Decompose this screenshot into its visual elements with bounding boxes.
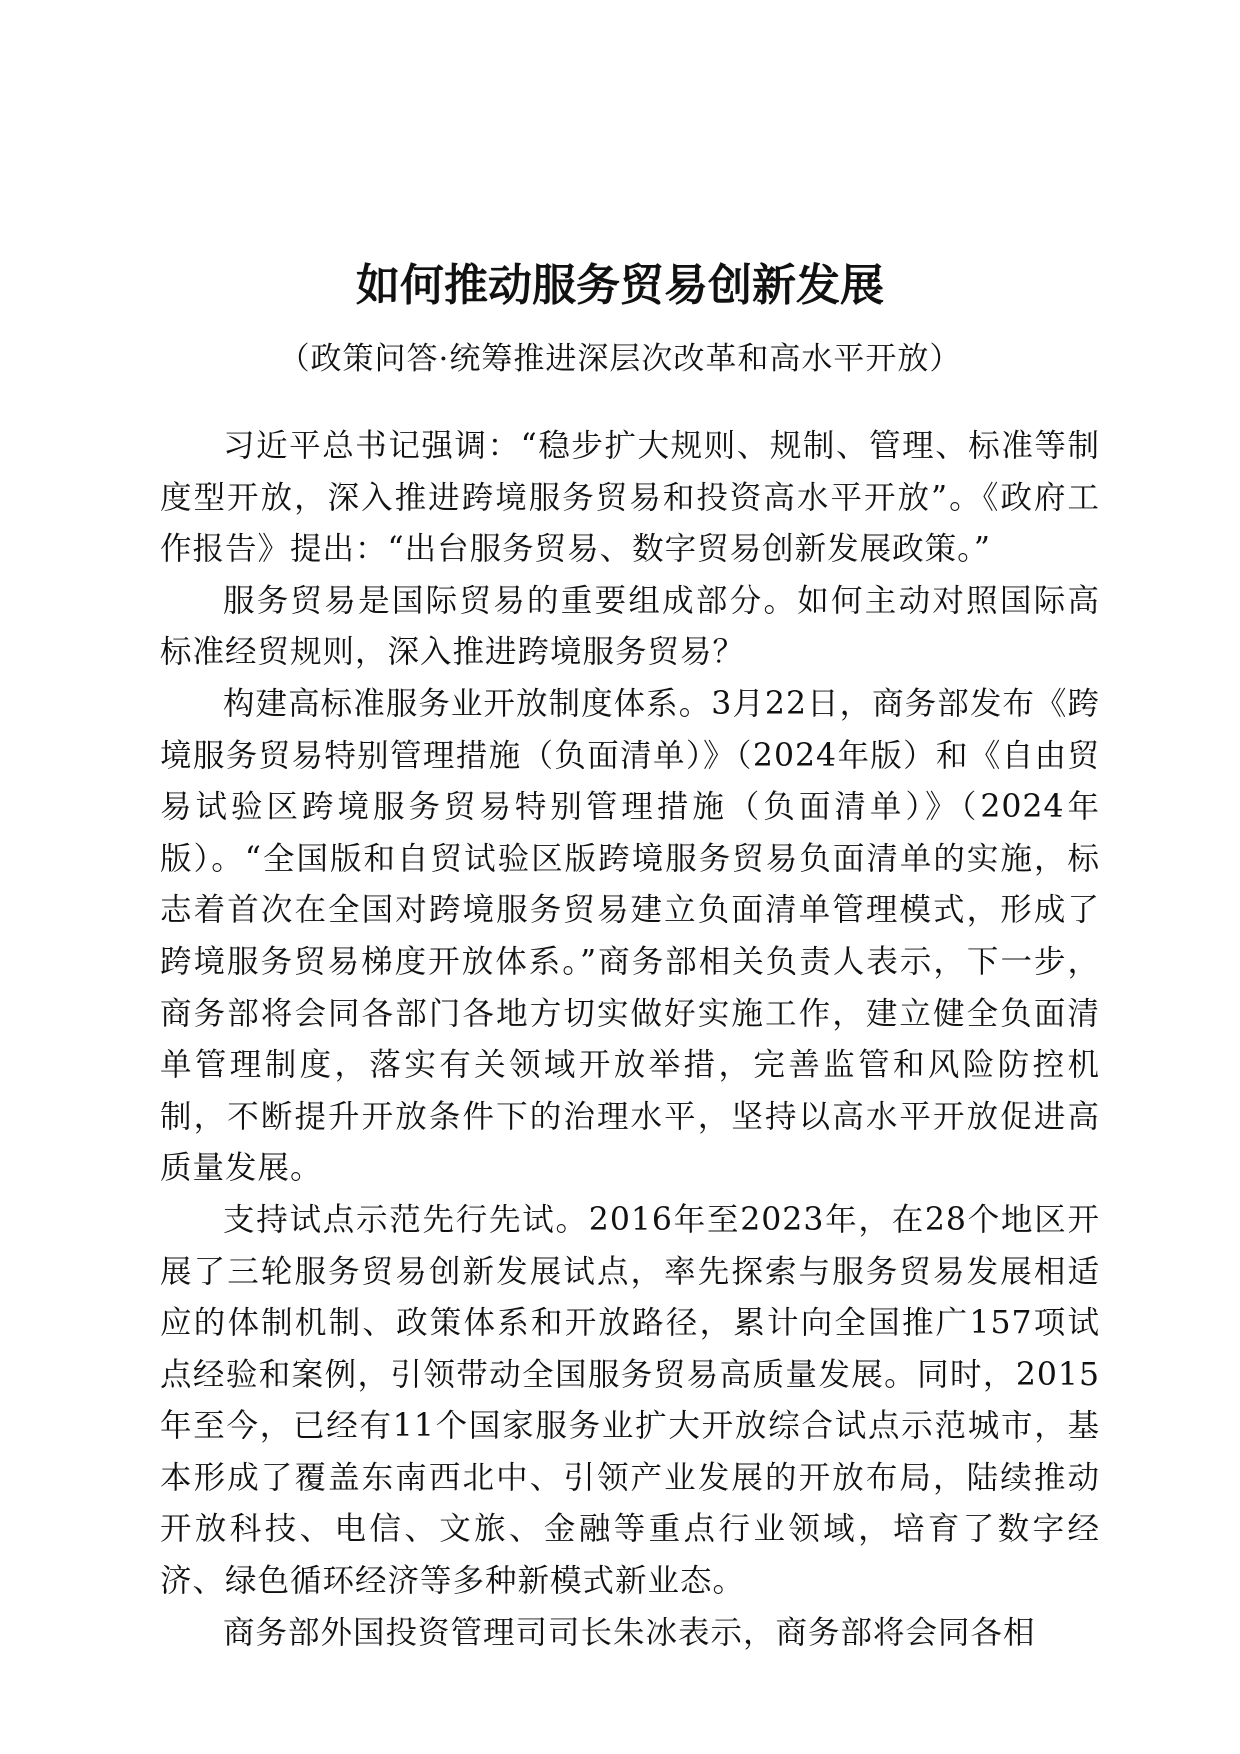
paragraph: 商务部外国投资管理司司长朱冰表示，商务部将会同各相 — [223, 1614, 1036, 1651]
document-subtitle: （政策问答·统筹推进深层次改革和高水平开放） — [278, 341, 962, 377]
paragraph: 支持试点示范先行先试。2016年至2023年，在28个地区开展了三轮服务贸易创新发展试点，率先探索与服务贸易发展相适应的体制机制、政策体系和开放路径，累计向全国推广157项试点经验和案例，引领带动全国服务贸易高质量发展。同时，2015年至今，已经有11个国家服务业扩大开放综合试点示范城市，基本形成了覆盖东南西北中、引领产业发展的开放布局，陆续推动开放科技、电信、文旅、金融等重点行业领域，培育了数字经济、绿色循环经济等多种新模式新业态。 — [160, 1201, 1100, 1600]
document-body — [160, 421, 1100, 1659]
paragraph: 习近平总书记强调：“稳步扩大规则、规制、管理、标准等制度型开放，深入推进跨境服务贸易和投资高水平开放”。《政府工作报告》提出：“出台服务贸易、数字贸易创新发展政策。” — [160, 428, 1100, 568]
document-title: 如何推动服务贸易创新发展 — [356, 260, 884, 311]
paragraph: 构建高标准服务业开放制度体系。3月22日，商务部发布《跨境服务贸易特别管理措施（负面清单）》（2024年版）和《自由贸易试验区跨境服务贸易特别管理措施（负面清单）》（2024年版）。“全国版和自贸试验区版跨境服务贸易负面清单的实施，标志着首次在全国对跨境服务贸易建立负面清单管理模式，形成了跨境服务贸易梯度开放体系。”商务部相关负责人表示，下一步，商务部将会同各部门各地方切实做好实施工作，建立健全负面清单管理制度，落实有关领域开放举措，完善监管和风险防控机制，不断提升开放条件下的治理水平，坚持以高水平开放促进高质量发展。 — [160, 685, 1100, 1187]
paragraph: 服务贸易是国际贸易的重要组成部分。如何主动对照国际高标准经贸规则，深入推进跨境服务贸易？ — [160, 582, 1100, 671]
